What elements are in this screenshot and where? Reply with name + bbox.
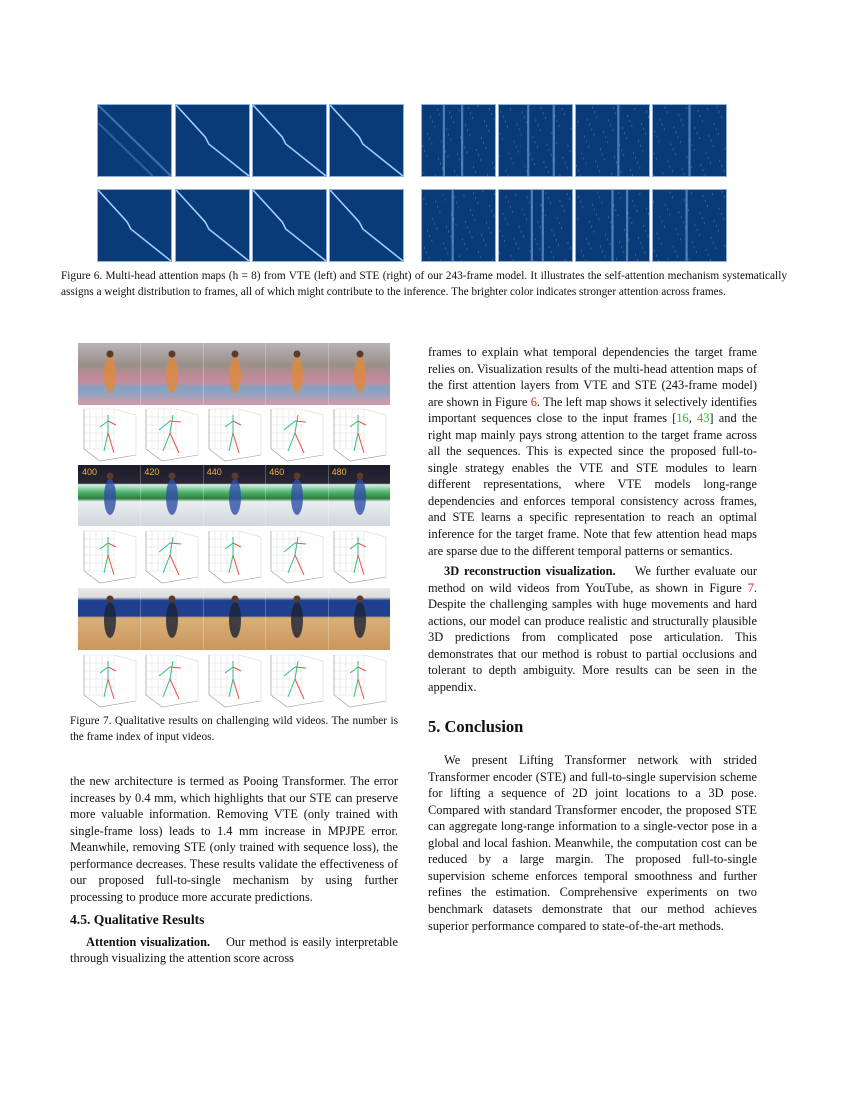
video-frame: [203, 588, 266, 650]
text: . The left map shows it selectively identifies important sequences close to the input frames [: [428, 394, 757, 426]
figure-6: [0, 0, 850, 265]
ste-attention-map: [652, 189, 727, 262]
vte-attention-map: [97, 104, 172, 177]
figure-6-caption: Figure 6. Multi-head attention maps (h = 8) from VTE (left) and STE (right) of our 243-frame model. It illustrates the self-attention mechanism systematically assigns a weight distribution to frames, all of which might contribute to the inference. The brighter color indicates stronger attention across frames.: [61, 270, 787, 298]
vte-attention-map: [329, 189, 404, 262]
text: ,: [688, 411, 698, 426]
text: ] and the right map mainly pays strong attention to the target frame across all the sequences. This is expected since the proposed full-to-single strategy enables the VTE and STE modules to learn different representations, where VTE models long-range dependencies and enforces temporal consistency across frames, and STE learns a specific representation to reach an optimal inference for the target frame. Note that few attention head maps are sparse due to the different temporal patterns or semantics.: [428, 411, 757, 558]
video-frame: [140, 588, 203, 650]
3d-pose-skeleton: [80, 529, 140, 584]
figure-7-link[interactable]: 7: [747, 580, 754, 595]
video-frame: [328, 465, 390, 526]
text: . Despite the challenging samples with huge movements and hard actions, our model can produce realistic and structurally plausible 3D predictions from complicated pose articulation. This demonstrates that our method is robust to partial occlusions and tolerant to depth ambiguity. More results can be seen in the appendix.: [428, 580, 757, 694]
video-frame: [328, 588, 390, 650]
reconstruction-lead: 3D reconstruction visualization.: [444, 564, 616, 579]
section-heading-conclusion: 5. Conclusion: [428, 717, 524, 737]
vte-attention-map: [175, 104, 250, 177]
ste-attention-map: [498, 189, 573, 262]
frame-index: 460: [269, 467, 285, 477]
attention-continued-paragraph: [428, 344, 757, 559]
3d-pose-skeleton: [205, 407, 265, 462]
ste-attention-map: [652, 104, 727, 177]
video-frame: [203, 343, 266, 405]
figure-6-link[interactable]: 6: [530, 394, 537, 409]
reconstruction-paragraph: [428, 563, 757, 695]
ste-attention-map: [575, 104, 650, 177]
3d-pose-skeleton: [205, 653, 265, 708]
3d-pose-skeleton: [267, 653, 327, 708]
frame-index: 420: [144, 467, 160, 477]
ste-attention-map: [575, 189, 650, 262]
figure-7-caption: Figure 7. Qualitative results on challenging wild videos. The number is the frame index of input videos.: [70, 715, 398, 743]
section-heading-qualitative: 4.5. Qualitative Results: [70, 912, 205, 928]
attention-paragraph: [70, 934, 398, 967]
left-column: [70, 773, 398, 967]
citation-link[interactable]: 43: [697, 411, 710, 426]
right-column: [428, 344, 757, 934]
3d-pose-skeleton: [267, 529, 327, 584]
video-frames-basketball: [78, 588, 390, 650]
video-frame: [203, 465, 266, 526]
video-frames-dancer: [78, 343, 390, 405]
3d-pose-skeleton: [267, 407, 327, 462]
ste-attention-map: [498, 104, 573, 177]
text: We further evaluate our method on wild videos from YouTube, as shown in Figure: [428, 564, 757, 595]
video-frame: [265, 465, 328, 526]
3d-pose-skeleton: [330, 529, 390, 584]
vte-attention-map: [329, 104, 404, 177]
video-frame: [328, 343, 390, 405]
video-frame: [265, 343, 328, 405]
citation-link[interactable]: 16: [676, 411, 689, 426]
video-frame: [78, 343, 141, 405]
conclusion-paragraph: We present Lifting Transformer network with strided Transformer encoder (STE) and full-to-single supervision scheme for lifting a sequence of 2D joint locations to a 3D pose. Compared with standard Transformer encoder, the proposed STE can aggregate long-range information to a single-vector pose in a global and local fashion. Meanwhile, the computation cost can be reduced by a large margin. The proposed full-to-single supervision scheme enforces temporal smoothness and further refines the estimation. Comprehensive experiments on two benchmark datasets demonstrate that our method achieves superior performance compared to state-of-the-art methods.: [428, 753, 757, 933]
3d-pose-skeleton: [142, 653, 202, 708]
3d-pose-skeleton: [142, 407, 202, 462]
vte-attention-map: [252, 189, 327, 262]
3d-pose-skeleton: [142, 529, 202, 584]
ste-attention-map: [421, 104, 496, 177]
3d-pose-skeleton: [330, 407, 390, 462]
3d-pose-skeleton: [80, 407, 140, 462]
attention-text: Our method is easily interpretable through visualizing the attention score across: [70, 934, 398, 966]
frame-index: 400: [82, 467, 98, 477]
frame-index: 440: [206, 467, 222, 477]
3d-pose-skeleton: [330, 653, 390, 708]
video-frame: [140, 465, 203, 526]
text: frames to explain what temporal dependencies the target frame relies on. Visualization results of the multi-head attention maps of the first attention layers from VTE and STE (243-frame model) are shown in Figure: [428, 345, 757, 409]
video-frame: [78, 465, 141, 526]
video-frame: [265, 588, 328, 650]
frame-index: 480: [331, 467, 347, 477]
ablation-paragraph: the new architecture is termed as Pooing Transformer. The error increases by 0.4 mm, which highlights that our STE can preserve more valuable information. Removing VTE (only trained with single-frame loss) leads to 1.4 mm increase in MPJPE error. Meanwhile, removing STE (only trained with sequence loss), the performance decreases. These results validate the effectiveness of our proposed full-to-single mechanism by using further processing to produce more accurate predictions.: [70, 774, 398, 904]
figure-7: [78, 343, 390, 708]
video-frames-skater: [78, 465, 390, 526]
ste-attention-map: [421, 189, 496, 262]
3d-pose-skeleton: [205, 529, 265, 584]
3d-pose-skeleton: [80, 653, 140, 708]
video-frame: [140, 343, 203, 405]
vte-attention-map: [252, 104, 327, 177]
vte-attention-map: [175, 189, 250, 262]
video-frame: [78, 588, 141, 650]
vte-attention-map: [97, 189, 172, 262]
attention-lead: Attention visualization.: [86, 934, 211, 949]
